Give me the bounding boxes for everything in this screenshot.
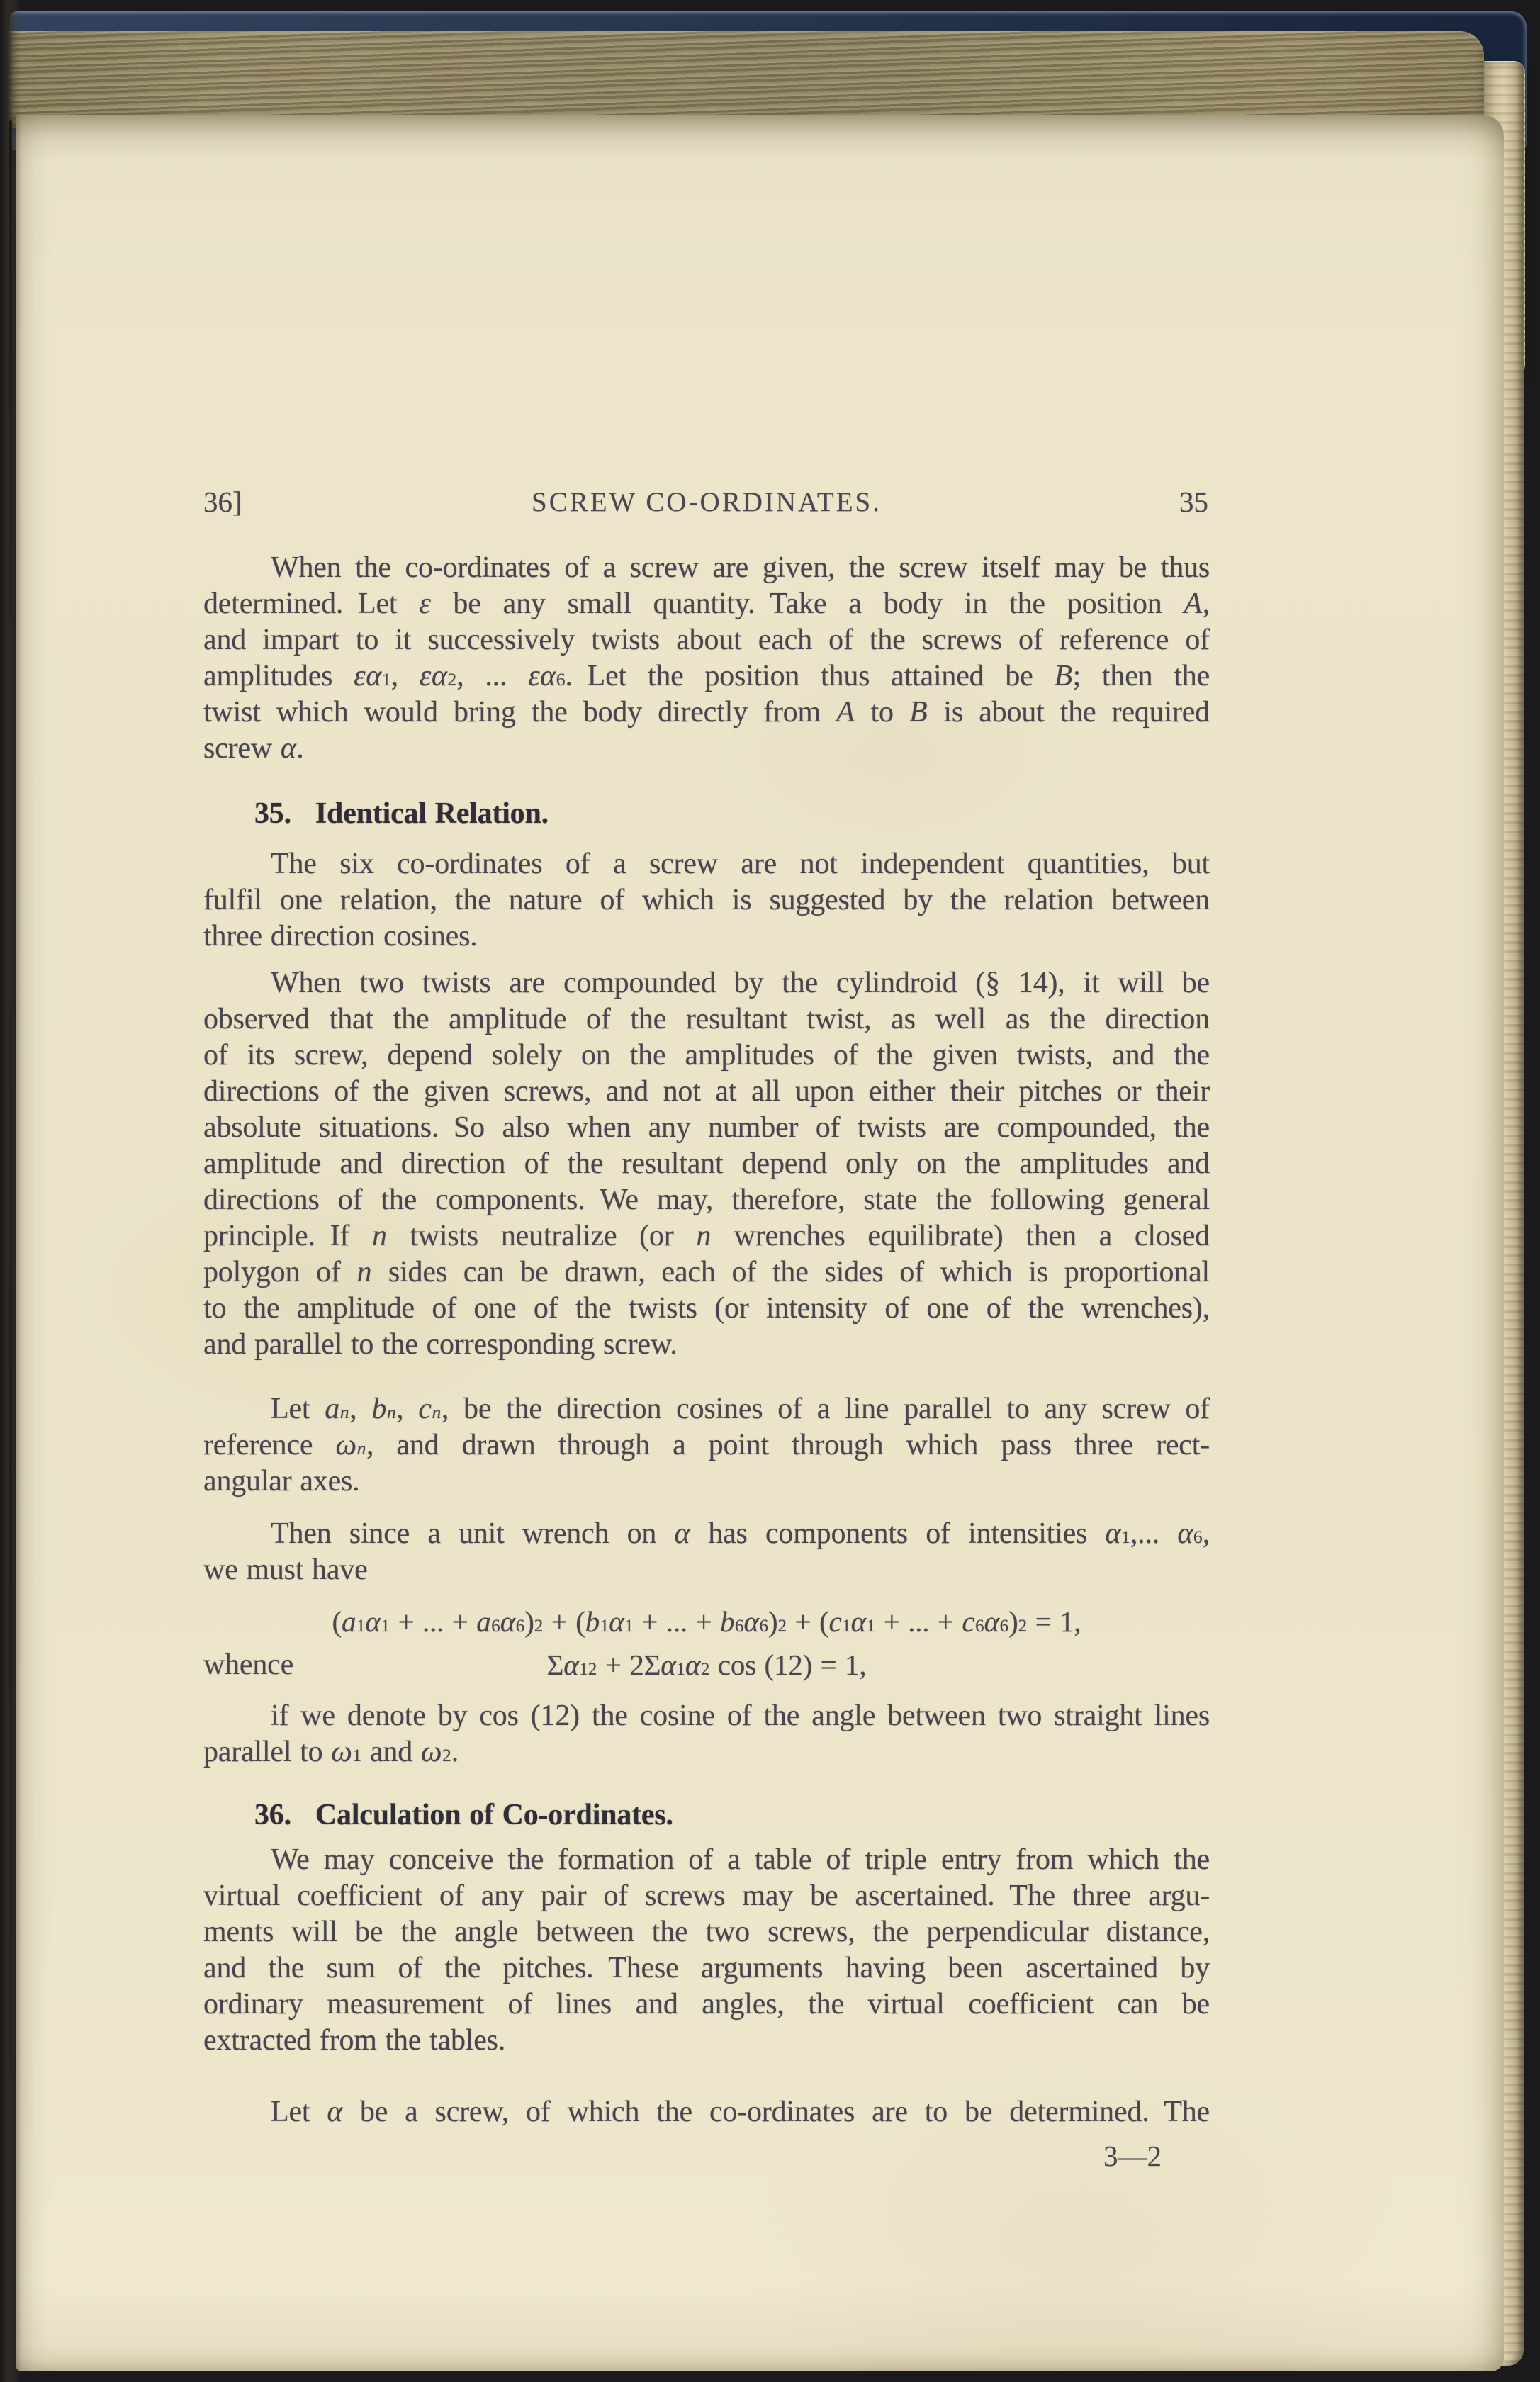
text-line: When the co-ordinates of a screw are given, the screw itself may be thus [271,551,1210,584]
text-line: ordinary measurement of lines and angles, the virtual coefficient can be [203,1988,1210,2021]
text-line: ments will be the angle between the two screws, the perpendicular distance, [203,1916,1210,1948]
page-stack-edge-top [0,31,1484,128]
para-six-coordinates [203,846,1210,955]
page-number: 35 [1179,485,1208,518]
text-line: twist which would bring the body directly from A to B is about the required [203,696,1210,729]
formula-sum-of-squares [203,1604,1210,1640]
para-cylindroid-principle [203,965,1210,1363]
formula-label: whence [203,1648,294,1681]
para-let-alpha-screw [203,2094,1210,2130]
text-line: Let α be a screw, of which the co-ordinates are to be determined. The [271,2096,1210,2128]
para-cosine-definition [203,1698,1210,1770]
text-line: we must have [203,1554,368,1586]
text-line: and the sum of the pitches. These arguments having been ascertained by [203,1952,1210,1984]
signature-mark: 3—2 [1103,2140,1162,2172]
text-line: and impart to it successively twists about each of the screws of reference of [203,624,1210,656]
text-line: directions of the given screws, and not at all upon either their pitches or their [203,1075,1210,1108]
text-line: amplitude and direction of the resultant depend only on the amplitudes and [203,1147,1210,1180]
text-line: observed that the amplitude of the resultant twist, as well as the direction [203,1003,1210,1035]
text-line: parallel to $\omega_1$ and $\omega_2$. [203,1736,459,1768]
text-line: fulfil one relation, the nature of which is suggested by the relation between [203,884,1210,916]
text-line: When two twists are compounded by the cylindroid (§ 14), it will be [271,967,1210,999]
section-title: Identical Relation. [315,797,549,830]
para-table-of-triple-entry [203,1842,1210,2059]
text-line: Then since a unit wrench on α has components of intensities $\alpha_1$,... $\alpha_6$, [271,1517,1210,1550]
formula: $\Sigma\alpha_1^2 + 2\Sigma\alpha_1\alpha_2$ cos (12) = 1, [546,1648,867,1681]
text-line: if we denote by cos (12) the cosine of the angle between two straight lines [271,1700,1210,1732]
section-number: 36. [254,1799,291,1831]
text-line: directions of the components. We may, therefore, state the following general [203,1184,1210,1216]
formula: ($a_1\alpha_1$ + ... + $a_6\alpha_6)^2 + (b_1\alpha_1$ + ... + $b_6\alpha_6)^2 + (c_1\alpha_1$ + ... + $c_6\alpha_6)^2 = 1$, [332,1605,1081,1638]
text-line: The six co-ordinates of a screw are not independent quantities, but [271,848,1210,880]
text-line: angular axes. [203,1465,360,1498]
text-line: amplitudes $\varepsilon\alpha_1$, $\varepsilon\alpha_2$, ... $\varepsilon\alpha_6$. Let the position thus attained be B; then the [203,660,1210,692]
text-line: three direction cosines. [203,920,478,953]
text-line: We may conceive the formation of a table of triple entry from which the [271,1843,1210,1876]
text-line: determined. Let ε be any small quantity. Take a body in the position A, [203,588,1210,620]
text-line: of its screw, depend solely on the amplitudes of the given twists, and the [203,1039,1210,1072]
text-line: Let $a_n$, $b_n$, $c_n$, be the direction cosines of a line parallel to any screw of [271,1393,1210,1425]
section-title: Calculation of Co-ordinates. [315,1799,673,1831]
formula-whence [203,1647,1210,1683]
running-head [203,485,1210,521]
text-line: absolute situations. So also when any number of twists are compounded, the [203,1111,1210,1144]
section-number: 35. [254,797,291,830]
running-title: SCREW CO-ORDINATES. [532,487,882,517]
heading-identical-relation [203,796,1210,832]
gutter-line [9,120,12,2346]
para-unit-wrench [203,1516,1210,1588]
text-line: to the amplitude of one of the twists (or intensity of one of the wrenches), [203,1292,1210,1325]
section-marker: 36] [203,485,242,518]
text-line: principle. If n twists neutralize (or n wrenches equilibrate) then a closed [203,1220,1210,1252]
page-body [203,550,1210,2130]
para-screw-determination [203,550,1210,767]
text-line: virtual coefficient of any pair of screws may be ascertained. The three argu- [203,1880,1210,1912]
book-page [16,115,1504,2371]
text-line: screw α. [203,732,304,765]
heading-calculation [203,1797,1210,1833]
para-direction-cosines [203,1391,1210,1500]
text-line: polygon of n sides can be drawn, each of the sides of which is proportional [203,1256,1210,1288]
text-line: extracted from the tables. [203,2024,506,2057]
text-line: and parallel to the corresponding screw. [203,1328,678,1361]
text-line: reference $\omega_n$, and drawn through a point through which pass three rect- [203,1429,1210,1461]
